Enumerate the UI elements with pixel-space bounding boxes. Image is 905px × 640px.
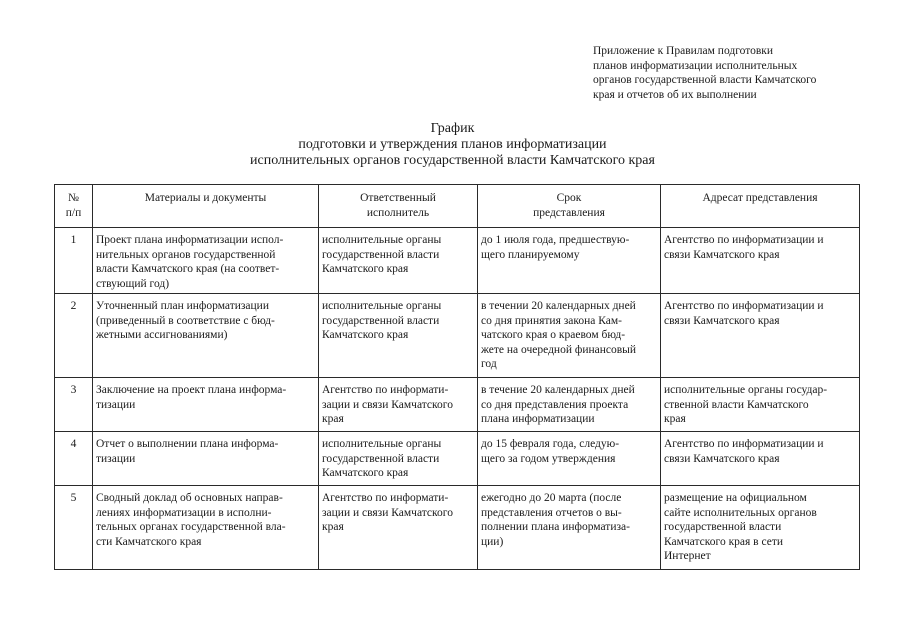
table-row [55, 228, 860, 294]
appendix-line: края и отчетов об их выполнении [593, 88, 757, 101]
appendix-note [593, 44, 893, 102]
cell-num: 5 [55, 486, 93, 570]
cell-recipient: размещение на официальном сайте исполнительных органов государственной власти Камчатского края в сети Интернет [661, 486, 860, 570]
table-row [55, 294, 860, 378]
cell-materials: Отчет о выполнении плана информа- тизации [93, 432, 319, 486]
cell-recipient: Агентство по информатизации и связи Камчатского края [661, 432, 860, 486]
header-recipient: Адресат представления [661, 185, 860, 228]
header-deadline: Срок представления [478, 185, 661, 228]
header-num: № п/п [55, 185, 93, 228]
title-heading: График [430, 121, 475, 136]
document-title [0, 121, 905, 169]
title-subline: исполнительных органов государственной власти Камчатского края [250, 153, 655, 168]
cell-num: 3 [55, 378, 93, 432]
cell-deadline: ежегодно до 20 марта (после представления отчетов о вы- полнении плана информатиза- ции) [478, 486, 661, 570]
cell-num: 2 [55, 294, 93, 378]
appendix-line: Приложение к Правилам подготовки [593, 45, 774, 57]
cell-deadline: в течении 20 календарных дней со дня принятия закона Кам- чатского края о краевом бюд- жете на очередной финансовый год [478, 294, 661, 378]
cell-deadline: до 1 июля года, предшествую- щего планируемому [478, 228, 661, 294]
cell-recipient: Агентство по информатизации и связи Камчатского края [661, 228, 860, 294]
cell-executor: Агентство по информати- зации и связи Камчатского края [319, 378, 478, 432]
cell-recipient: исполнительные органы государ- ственной власти Камчатского края [661, 378, 860, 432]
cell-deadline: до 15 февраля года, следую- щего за годом утверждения [478, 432, 661, 486]
table-row [55, 378, 860, 432]
schedule-table [54, 184, 860, 570]
cell-materials: Проект плана информатизации испол- нительных органов государственной власти Камчатского края (на соответ- ствующий год) [93, 228, 319, 294]
appendix-line: планов информатизации исполнительных [593, 59, 798, 72]
cell-num: 4 [55, 432, 93, 486]
table-row [55, 432, 860, 486]
table-row [55, 486, 860, 570]
cell-executor: исполнительные органы государственной власти Камчатского края [319, 294, 478, 378]
table-header-row [55, 185, 860, 228]
cell-materials: Уточненный план информатизации (приведенный в соответствие с бюд- жетными ассигнованиями) [93, 294, 319, 378]
header-executor: Ответственный исполнитель [319, 185, 478, 228]
cell-num: 1 [55, 228, 93, 294]
cell-deadline: в течение 20 календарных дней со дня представления проекта плана информатизации [478, 378, 661, 432]
cell-recipient: Агентство по информатизации и связи Камчатского края [661, 294, 860, 378]
cell-executor: исполнительные органы государственной власти Камчатского края [319, 432, 478, 486]
appendix-line: органов государственной власти Камчатского [593, 74, 817, 86]
cell-executor: Агентство по информати- зации и связи Камчатского края [319, 486, 478, 570]
cell-materials: Сводный доклад об основных направ- лениях информатизации в исполни- тельных органах государственной вла- сти Камчатского края [93, 486, 319, 570]
title-subline: подготовки и утверждения планов информатизации [298, 137, 607, 152]
cell-materials: Заключение на проект плана информа- тизации [93, 378, 319, 432]
cell-executor: исполнительные органы государственной власти Камчатского края [319, 228, 478, 294]
header-materials: Материалы и документы [93, 185, 319, 228]
